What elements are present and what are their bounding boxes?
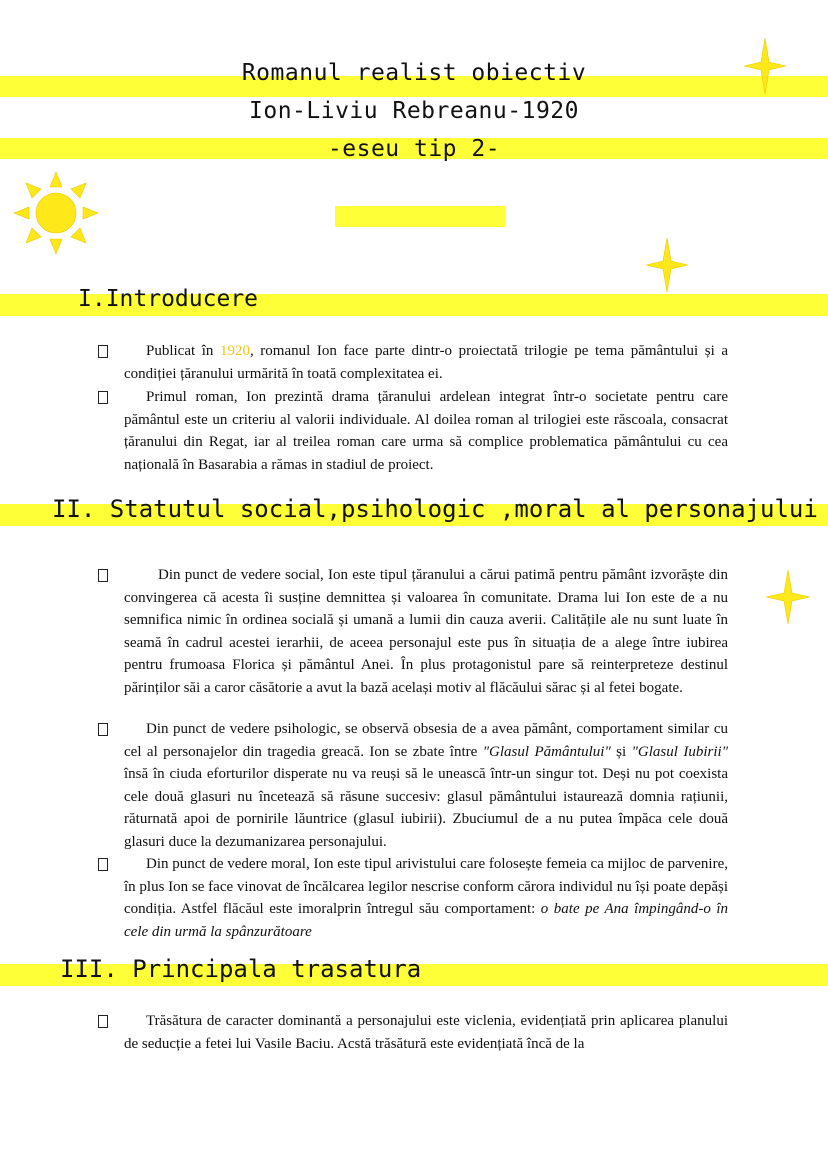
statut-p3-text-a: Din punct de vedere moral, Ion este tipul arivistului care folosește femeia ca mijloc de parvenire, în plus Ion se face vinovat de încălcarea legilor nescrise conform cărora individul nu își poate depăși condiția. Astfel flăcăul este imoralprin întregul său comportament: xyxy=(124,856,728,918)
doc-title-line-2: Ion-Liviu Rebreanu-1920 xyxy=(249,98,579,124)
star-icon xyxy=(766,570,810,624)
section-heading-trasatura: III. Principala trasatura xyxy=(60,955,422,983)
statut-paragraph-1 xyxy=(124,564,728,700)
intro-p1-text-b: , romanul Ion face parte dintr-o proiectată trilogie pe tema pământului și a condiției țăranului urmărită în toată complexitatea ei. xyxy=(124,343,728,382)
section-heading-statut: II. Statutul social,psihologic ,moral al personajului xyxy=(52,495,818,523)
statut-p2-text-e: însă în ciuda eforturilor disperate nu va reuși să le unească într-un singur tot. Deși nu pot coexista cele două glasuri nu încetează să răsune succesiv: glasul pământului istaurează domnia rațiunii, răturnată apoi de pornirile lăuntrice (glasul iubirii). Zbuciumul de a nu putea împăca cele două glasuri duce la dezumanizarea personajului. xyxy=(124,766,728,850)
trasatura-paragraph-1 xyxy=(124,1010,728,1055)
highlight-box xyxy=(335,206,505,227)
statut-p1-text: Din punct de vedere social, Ion este tipul țăranului a cărui patimă pentru pământ izvorăște din convingerea că acesta îi susține demnittea și valoarea în comunitate. Drama lui Ion este de a nu semnifica nimic în ordinea socială și umană a lumii din cauza averii. Calitățile ale nu sunt luate în seamă în cadrul acestei ierarhii, de aceea personajul este pus în situația de a alege între iubirea pentru frumoasa Florica și pământul Anei. În plus protagonistul pare să reinterpreteze destinul părinților săi a caror căsătorie a avut la bază același motiv al flăcăului sărac și al fetei bogate. xyxy=(124,567,728,696)
intro-paragraph-1 xyxy=(124,340,728,385)
statut-p2-text-a: Din punct de vedere psihologic, se observă obsesia de a avea pământ, comportament similar cu cel al personajelor din tragedia greacă. Ion se zbate între xyxy=(124,721,728,760)
sun-icon xyxy=(12,170,100,256)
statut-p2-quote-1: "Glasul Pământului" xyxy=(482,743,611,760)
statut-paragraph-2 xyxy=(124,718,728,854)
bullet-icon xyxy=(98,1015,108,1028)
bullet-icon xyxy=(98,345,108,358)
statut-paragraph-3 xyxy=(124,853,728,943)
intro-p2-text: Primul roman, Ion prezintă drama țăranului ardelean integrat într-o societate pentru care pământul este un criteriu al valorii individuale. Al doilea roman al trilogiei este răscoala, consacrat țăranului din Regat, iar al treilea roman care urma să complice problematica pământului cu cea națională în Basarabia a rămas in stadiul de proiect. xyxy=(124,389,728,473)
bullet-icon xyxy=(98,858,108,871)
star-icon xyxy=(744,38,786,94)
statut-p2-quote-2: "Glasul Iubirii" xyxy=(631,743,728,760)
section-heading-intro: I.Introducere xyxy=(78,286,259,312)
intro-p1-year: 1920 xyxy=(219,343,250,359)
doc-title-line-1: Romanul realist obiectiv xyxy=(241,60,587,86)
trasatura-p1-text: Trăsătura de caracter dominantă a personajului este viclenia, evidențiată prin aplicarea planului de seducție a fetei lui Vasile Baciu. Acstă trăsătură este evidențiată încă de la xyxy=(124,1013,728,1052)
bullet-icon xyxy=(98,723,108,736)
doc-title-line-3: -eseu tip 2- xyxy=(327,136,501,162)
bullet-icon xyxy=(98,569,108,582)
bullet-icon xyxy=(98,391,108,404)
statut-p2-text-c: și xyxy=(610,743,632,760)
statut-p3-italic: o bate pe Ana împingând-o în cele din urmă la spânzurătoare xyxy=(124,901,728,940)
intro-paragraph-2 xyxy=(124,386,728,476)
star-icon xyxy=(646,238,688,292)
intro-p1-text-a: Publicat în xyxy=(146,343,220,359)
